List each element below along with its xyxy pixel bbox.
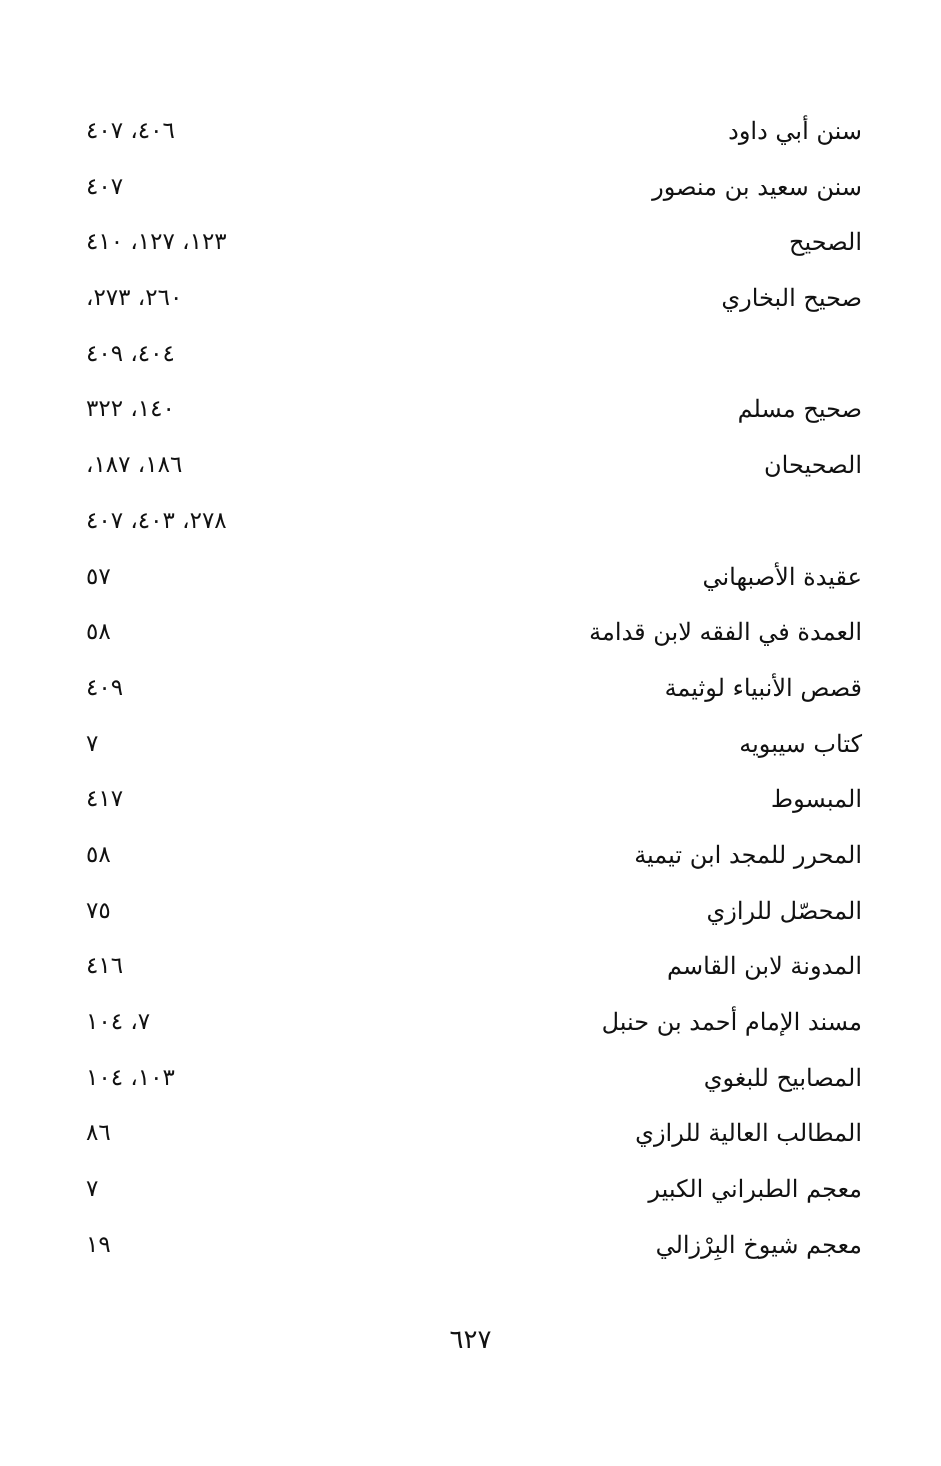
entry-title: معجم الطبراني الكبير	[648, 1175, 862, 1204]
index-entry	[80, 272, 862, 328]
entry-title: صحيح مسلم	[737, 395, 862, 424]
entry-title: العمدة في الفقه لابن قدامة	[589, 618, 862, 647]
index-entry	[80, 439, 862, 495]
entry-pages: ٤١٦	[86, 953, 124, 980]
entry-pages: ٤٠٤، ٤٠٩	[86, 340, 175, 367]
entry-title: عقيدة الأصبهاني	[702, 562, 862, 591]
entry-pages: ١٨٦، ١٨٧،	[86, 452, 183, 479]
entry-title: معجم شيوخ البِرْزالي	[655, 1230, 862, 1259]
index-entry	[80, 940, 862, 996]
index-entry	[80, 1163, 862, 1219]
index-entry	[80, 773, 862, 829]
index-entry	[80, 829, 862, 885]
book-index-list	[80, 105, 862, 1274]
index-entry	[80, 718, 862, 774]
entry-title: المدونة لابن القاسم	[667, 952, 862, 981]
index-entry	[80, 662, 862, 718]
index-entry	[80, 1219, 862, 1275]
entry-title: الصحيح	[788, 228, 862, 257]
entry-pages: ٥٧	[86, 563, 111, 590]
entry-pages: ٧	[86, 1176, 99, 1203]
entry-pages: ٤٠٩	[86, 674, 124, 701]
index-entry	[80, 105, 862, 161]
entry-title: الصحيحان	[764, 451, 862, 480]
entry-title: كتاب سيبويه	[739, 729, 862, 758]
entry-pages: ٥٨	[86, 619, 111, 646]
entry-pages: ٥٨	[86, 841, 111, 868]
entry-pages: ١٢٣، ١٢٧، ٤١٠	[86, 229, 227, 256]
entry-title: صحيح البخاري	[721, 284, 862, 313]
index-entry	[80, 996, 862, 1052]
index-entry	[80, 161, 862, 217]
entry-pages: ١٩	[86, 1231, 111, 1258]
index-entry	[80, 216, 862, 272]
entry-title: المحصّل للرازي	[706, 896, 862, 925]
index-entry	[80, 383, 862, 439]
entry-title: مسند الإمام أحمد بن حنبل	[601, 1008, 862, 1036]
entry-pages: ٧٥	[86, 897, 111, 924]
index-entry	[80, 1107, 862, 1163]
entry-pages: ٨٦	[86, 1120, 111, 1147]
entry-pages: ١٠٣، ١٠٤	[86, 1064, 175, 1091]
entry-title: سنن سعيد بن منصور	[652, 172, 862, 201]
index-entry	[80, 606, 862, 662]
index-entry	[80, 1052, 862, 1108]
index-entry-continuation	[80, 328, 862, 384]
entry-title: سنن أبي داود	[728, 117, 862, 145]
entry-pages: ٤١٧	[86, 786, 124, 813]
entry-pages: ٤٠٦، ٤٠٧	[86, 118, 175, 144]
entry-title: المحرر للمجد ابن تيمية	[634, 840, 862, 869]
index-entry-continuation	[80, 495, 862, 551]
entry-title: المطالب العالية للرازي	[635, 1119, 862, 1148]
index-entry	[80, 551, 862, 607]
entry-pages: ٢٧٨، ٤٠٣، ٤٠٧	[86, 507, 227, 534]
entry-pages: ٧	[86, 730, 99, 757]
index-entry	[80, 885, 862, 941]
entry-pages: ٤٠٧	[86, 173, 124, 200]
entry-pages: ٢٦٠، ٢٧٣،	[86, 285, 183, 312]
entry-title: المبسوط	[770, 785, 862, 814]
entry-pages: ١٤٠، ٣٢٢	[86, 396, 175, 423]
entry-pages: ٧، ١٠٤	[86, 1009, 151, 1035]
page-number: ٦٢٧	[449, 1325, 492, 1355]
entry-title: قصص الأنبياء لوثيمة	[664, 673, 862, 702]
entry-title: المصابيح للبغوي	[703, 1063, 862, 1092]
